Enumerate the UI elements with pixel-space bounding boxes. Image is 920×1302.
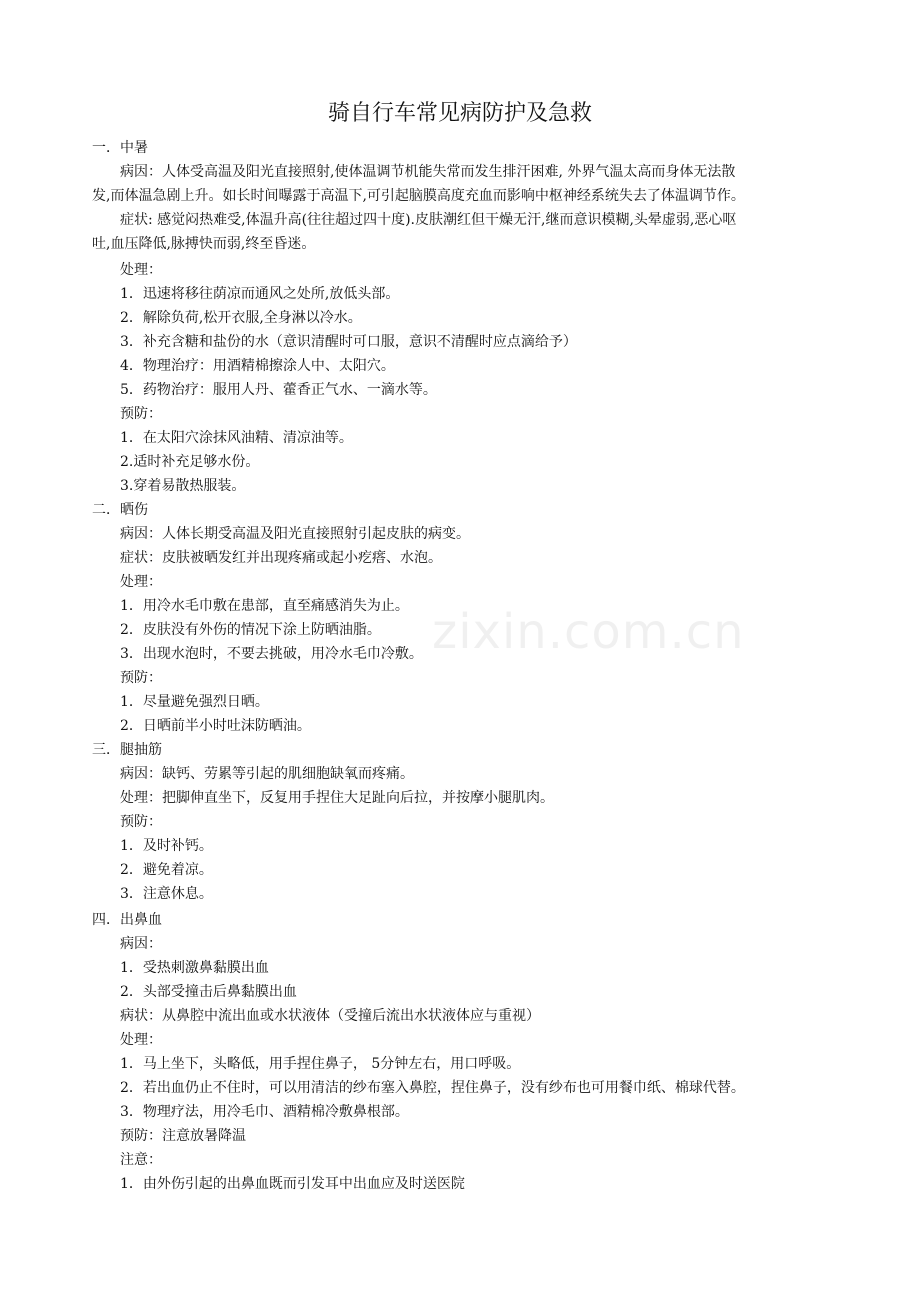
paragraph-line: 病状：从鼻腔中流出血或水状液体（受撞后流出水状液体应与重视）	[120, 1008, 540, 1024]
list-item: 3．补充含糖和盐份的水（意识清醒时可口服，意识不清醒时应点滴给予）	[120, 334, 577, 350]
list-item: 1．由外伤引起的出鼻血既而引发耳中出血应及时送医院	[120, 1176, 465, 1192]
paragraph-line: 病因：缺钙、劳累等引起的肌细胞缺氧而疼痛。	[120, 766, 414, 782]
section-heading-sunburn: 二．晒伤	[92, 502, 148, 518]
subheading: 预防：	[120, 814, 162, 830]
subheading: 处理：	[120, 262, 162, 278]
paragraph-line: 吐,血压降低,脉搏快而弱,终至昏迷。	[92, 236, 316, 252]
paragraph-line: 发,而体温急剧上升。如长时间曝露于高温下,可引起脑膜高度充血而影响中枢神经系统失去了体温调节作。	[92, 188, 745, 204]
list-item: 4．物理治疗：用酒精棉擦涂人中、太阳穴。	[120, 358, 395, 374]
list-item: 5．药物治疗：服用人丹、藿香正气水、一滴水等。	[120, 382, 437, 398]
section-heading-leg-cramp: 三．腿抽筋	[92, 742, 162, 758]
paragraph-line: 病因：人体受高温及阳光直接照射,使体温调节机能失常而发生排汗困难, 外界气温太高而身体无法散	[120, 164, 736, 180]
list-item: 3.穿着易散热服装。	[120, 478, 246, 494]
list-item: 1．迅速将移往荫凉而通风之处所,放低头部。	[120, 286, 400, 302]
list-item: 2．若出血仍止不住时，可以用清洁的纱布塞入鼻腔，捏住鼻子，没有纱布也可用餐巾纸、棉球代替。	[120, 1080, 745, 1096]
subheading: 预防：	[120, 670, 162, 686]
list-item: 2.适时补充足够水份。	[120, 454, 260, 470]
subheading: 预防：	[120, 406, 162, 422]
list-item: 1．尽量避免强烈日晒。	[120, 694, 269, 710]
list-item: 1．受热刺激鼻黏膜出血	[120, 960, 269, 976]
list-item: 3．注意休息。	[120, 886, 213, 902]
list-item: 1．在太阳穴涂抹风油精、清凉油等。	[120, 430, 353, 446]
subheading: 处理：	[120, 1032, 162, 1048]
paragraph-line: 症状: 感觉闷热难受,体温升高(往往超过四十度).皮肤潮红但干燥无汗,继而意识模糊,头晕虚弱,恶心呕	[120, 212, 737, 228]
paragraph-line: 症状：皮肤被晒发红并出现疼痛或起小疙瘩、水泡。	[120, 550, 442, 566]
paragraph-line: 病因：人体长期受高温及阳光直接照射引起皮肤的病变。	[120, 526, 470, 542]
list-item: 2．日晒前半小时吐沫防晒油。	[120, 718, 311, 734]
page-title: 骑自行车常见病防护及急救	[327, 101, 592, 126]
list-item: 1．马上坐下，头略低，用手捏住鼻子， 5分钟左右，用口呼吸。	[120, 1056, 521, 1072]
subheading: 处理：	[120, 574, 162, 590]
watermark: zixin.com.cn	[432, 604, 745, 660]
list-item: 2．避免着凉。	[120, 862, 213, 878]
list-item: 1．用冷水毛巾敷在患部，直至痛感消失为止。	[120, 598, 409, 614]
list-item: 3．物理疗法，用冷毛巾、酒精棉冷敷鼻根部。	[120, 1104, 409, 1120]
subheading: 注意：	[120, 1152, 162, 1168]
subheading: 病因：	[120, 936, 162, 952]
list-item: 2．头部受撞击后鼻黏膜出血	[120, 984, 297, 1000]
list-item: 2．解除负荷,松开衣服,全身淋以冷水。	[120, 310, 362, 326]
list-item: 2．皮肤没有外伤的情况下涂上防晒油脂。	[120, 622, 381, 638]
list-item: 3．出现水泡时，不要去挑破，用冷水毛巾冷敷。	[120, 646, 423, 662]
list-item: 1．及时补钙。	[120, 838, 213, 854]
paragraph-line: 预防：注意放暑降温	[120, 1128, 246, 1144]
paragraph-line: 处理：把脚伸直坐下，反复用手捏住大足趾向后拉，并按摩小腿肌肉。	[120, 790, 554, 806]
section-heading-nosebleed: 四．出鼻血	[92, 912, 162, 928]
section-heading-heatstroke: 一．中暑	[92, 140, 148, 156]
